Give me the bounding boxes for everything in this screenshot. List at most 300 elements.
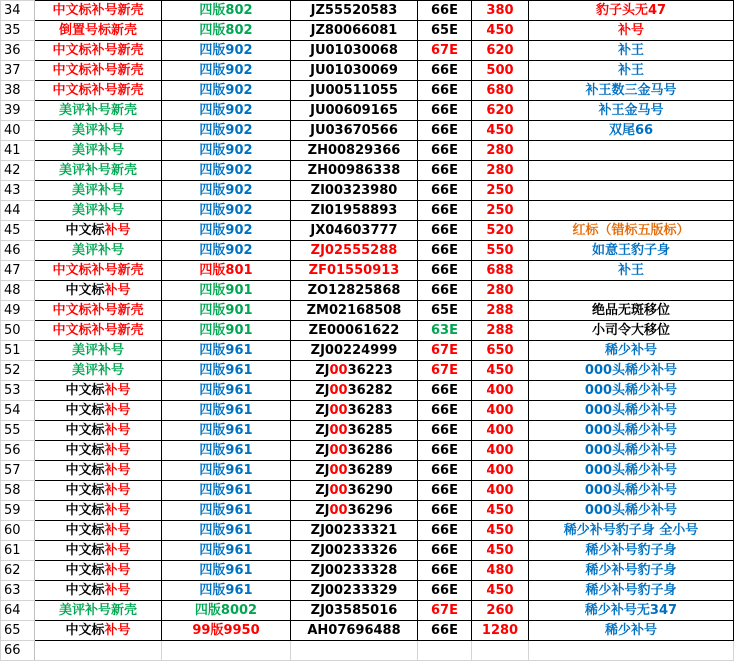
serial-cell[interactable]	[291, 101, 418, 121]
grade-cell[interactable]	[418, 361, 472, 381]
row-header[interactable]: 50	[1, 321, 35, 341]
price-cell[interactable]	[472, 61, 529, 81]
label-type-cell[interactable]	[35, 381, 162, 401]
price-cell[interactable]	[472, 361, 529, 381]
note-cell[interactable]	[529, 621, 734, 641]
note-cell[interactable]	[529, 201, 734, 221]
version-cell[interactable]	[162, 521, 291, 541]
note-cell[interactable]	[529, 1, 734, 21]
label-type-cell[interactable]	[35, 261, 162, 281]
version-cell[interactable]	[162, 501, 291, 521]
cell-text: 四版901	[199, 283, 253, 298]
price-cell[interactable]	[472, 541, 529, 561]
grid-body	[1, 1, 734, 661]
note-cell[interactable]	[529, 601, 734, 621]
label-type-cell[interactable]	[35, 281, 162, 301]
cell-text: 99版9950	[192, 623, 260, 638]
row-header[interactable]: 35	[1, 21, 35, 41]
grade-cell[interactable]	[418, 141, 472, 161]
cell-text: 中文标	[65, 583, 105, 598]
grade-cell[interactable]	[418, 241, 472, 261]
note-cell[interactable]	[529, 261, 734, 281]
serial-cell[interactable]	[291, 421, 418, 441]
price-cell[interactable]	[472, 381, 529, 401]
grade-cell[interactable]	[418, 601, 472, 621]
label-type-cell[interactable]	[35, 481, 162, 501]
note-cell[interactable]	[529, 161, 734, 181]
grade-cell[interactable]	[418, 401, 472, 421]
serial-cell[interactable]	[291, 241, 418, 261]
label-type-cell[interactable]	[35, 601, 162, 621]
serial-cell[interactable]	[291, 621, 418, 641]
cell-text: 000头稀少补号	[584, 403, 678, 418]
row-header[interactable]: 45	[1, 221, 35, 241]
serial-cell[interactable]	[291, 521, 418, 541]
cell-text: ZJ00233326	[310, 543, 398, 558]
row-header[interactable]: 53	[1, 381, 35, 401]
note-cell[interactable]	[529, 421, 734, 441]
version-cell[interactable]	[162, 21, 291, 41]
price-cell[interactable]	[472, 121, 529, 141]
grade-cell[interactable]	[418, 181, 472, 201]
serial-cell[interactable]	[291, 1, 418, 21]
cell-text: JZ80066081	[310, 23, 398, 38]
grade-cell[interactable]	[418, 461, 472, 481]
cell-text: 650	[486, 343, 514, 358]
version-cell[interactable]	[162, 281, 291, 301]
label-type-cell[interactable]	[35, 41, 162, 61]
label-type-cell[interactable]	[35, 341, 162, 361]
grade-cell[interactable]	[418, 621, 472, 641]
note-cell[interactable]	[529, 21, 734, 41]
cell-text: 中文标	[65, 223, 105, 238]
price-cell[interactable]	[472, 221, 529, 241]
note-cell[interactable]	[529, 41, 734, 61]
serial-cell[interactable]	[291, 321, 418, 341]
serial-cell[interactable]	[291, 561, 418, 581]
label-type-cell[interactable]	[35, 561, 162, 581]
cell-text: 四版902	[199, 103, 253, 118]
price-cell[interactable]	[472, 201, 529, 221]
cell-text: 000头稀少补号	[584, 363, 678, 378]
cell-text: 四版8002	[194, 603, 258, 618]
cell-text: JU01030068	[310, 43, 398, 58]
serial-cell[interactable]	[291, 61, 418, 81]
version-cell[interactable]	[162, 241, 291, 261]
row-header[interactable]: 56	[1, 441, 35, 461]
cell-text: 450	[486, 363, 514, 378]
version-cell[interactable]	[162, 541, 291, 561]
cell-text: 500	[486, 63, 514, 78]
grade-cell[interactable]	[418, 261, 472, 281]
version-cell[interactable]	[162, 321, 291, 341]
label-type-cell[interactable]	[35, 541, 162, 561]
version-cell[interactable]	[162, 601, 291, 621]
grade-cell[interactable]	[418, 61, 472, 81]
label-type-cell[interactable]	[35, 461, 162, 481]
row-header[interactable]: 63	[1, 581, 35, 601]
cell-text: 中文标	[65, 423, 105, 438]
version-cell[interactable]	[162, 481, 291, 501]
cell-text: ZJ	[315, 483, 330, 498]
cell-text: 四版902	[199, 223, 253, 238]
cell-text: 36223	[347, 363, 393, 378]
version-cell[interactable]	[162, 261, 291, 281]
version-cell[interactable]	[162, 41, 291, 61]
version-cell[interactable]	[162, 401, 291, 421]
grade-cell[interactable]	[418, 521, 472, 541]
version-cell[interactable]	[162, 621, 291, 641]
serial-cell[interactable]	[291, 141, 418, 161]
note-cell[interactable]	[529, 321, 734, 341]
cell-text: 288	[486, 323, 514, 338]
version-cell[interactable]	[162, 441, 291, 461]
table-row	[1, 141, 734, 161]
note-cell[interactable]	[529, 121, 734, 141]
note-cell[interactable]	[529, 461, 734, 481]
table-row	[1, 381, 734, 401]
grade-cell[interactable]	[418, 161, 472, 181]
cell-text: 美评补号	[71, 343, 124, 358]
note-cell[interactable]	[529, 241, 734, 261]
row-header[interactable]: 34	[1, 1, 35, 21]
version-cell[interactable]	[162, 301, 291, 321]
note-cell[interactable]	[529, 61, 734, 81]
row-header[interactable]: 38	[1, 81, 35, 101]
price-cell[interactable]	[472, 141, 529, 161]
grade-cell[interactable]	[418, 101, 472, 121]
version-cell[interactable]	[162, 461, 291, 481]
note-cell[interactable]	[529, 541, 734, 561]
price-cell[interactable]	[472, 441, 529, 461]
row-header[interactable]: 40	[1, 121, 35, 141]
empty-cell[interactable]	[162, 641, 291, 661]
cell-text: 400	[486, 403, 514, 418]
note-cell[interactable]	[529, 521, 734, 541]
cell-text: 补王金马号	[598, 103, 664, 118]
note-cell[interactable]	[529, 81, 734, 101]
cell-text: 四版961	[199, 483, 253, 498]
row-header[interactable]: 37	[1, 61, 35, 81]
label-type-cell[interactable]	[35, 61, 162, 81]
row-header[interactable]: 60	[1, 521, 35, 541]
serial-cell[interactable]	[291, 201, 418, 221]
cell-text: 36282	[347, 383, 393, 398]
grade-cell[interactable]	[418, 21, 472, 41]
serial-cell[interactable]	[291, 281, 418, 301]
cell-text: 四版961	[199, 503, 253, 518]
label-type-cell[interactable]	[35, 1, 162, 21]
cell-text: 450	[486, 23, 514, 38]
grade-cell[interactable]	[418, 321, 472, 341]
table-row	[1, 41, 734, 61]
version-cell[interactable]	[162, 201, 291, 221]
grade-cell[interactable]	[418, 81, 472, 101]
grade-cell[interactable]	[418, 481, 472, 501]
row-header[interactable]: 52	[1, 361, 35, 381]
note-cell[interactable]	[529, 501, 734, 521]
table-row	[1, 241, 734, 261]
version-cell[interactable]	[162, 381, 291, 401]
note-cell[interactable]	[529, 361, 734, 381]
price-cell[interactable]	[472, 281, 529, 301]
label-type-cell[interactable]	[35, 21, 162, 41]
price-cell[interactable]	[472, 321, 529, 341]
table-row	[1, 501, 734, 521]
serial-cell[interactable]	[291, 181, 418, 201]
label-type-cell[interactable]	[35, 81, 162, 101]
label-type-cell[interactable]	[35, 521, 162, 541]
price-cell[interactable]	[472, 481, 529, 501]
label-type-cell[interactable]	[35, 301, 162, 321]
version-cell[interactable]	[162, 561, 291, 581]
serial-cell[interactable]	[291, 261, 418, 281]
note-cell[interactable]	[529, 481, 734, 501]
label-type-cell[interactable]	[35, 581, 162, 601]
serial-cell[interactable]	[291, 21, 418, 41]
price-cell[interactable]	[472, 161, 529, 181]
price-cell[interactable]	[472, 421, 529, 441]
table-row	[1, 321, 734, 341]
table-row	[1, 361, 734, 381]
row-header[interactable]: 58	[1, 481, 35, 501]
serial-cell[interactable]	[291, 601, 418, 621]
table-row	[1, 561, 734, 581]
cell-text: 小司令大移位	[591, 323, 670, 338]
empty-cell[interactable]	[529, 641, 734, 661]
cell-text: 中文标补号新壳	[52, 323, 144, 338]
note-cell[interactable]	[529, 561, 734, 581]
price-cell[interactable]	[472, 521, 529, 541]
note-cell[interactable]	[529, 301, 734, 321]
serial-cell[interactable]	[291, 221, 418, 241]
empty-cell[interactable]	[291, 641, 418, 661]
cell-text: 250	[486, 183, 514, 198]
grade-cell[interactable]	[418, 281, 472, 301]
cell-text: 66E	[431, 503, 458, 518]
serial-cell[interactable]	[291, 121, 418, 141]
label-type-cell[interactable]	[35, 421, 162, 441]
grade-cell[interactable]	[418, 341, 472, 361]
serial-cell[interactable]	[291, 161, 418, 181]
version-cell[interactable]	[162, 61, 291, 81]
row-header[interactable]: 57	[1, 461, 35, 481]
serial-cell[interactable]	[291, 581, 418, 601]
cell-text: 中文标补号新壳	[52, 63, 144, 78]
cell-text: 688	[486, 263, 514, 278]
cell-text: 280	[486, 163, 514, 178]
version-cell[interactable]	[162, 1, 291, 21]
price-cell[interactable]	[472, 301, 529, 321]
price-cell[interactable]	[472, 341, 529, 361]
empty-cell[interactable]	[35, 641, 162, 661]
row-header[interactable]: 42	[1, 161, 35, 181]
serial-cell[interactable]	[291, 381, 418, 401]
cell-text: 66E	[431, 523, 458, 538]
version-cell[interactable]	[162, 101, 291, 121]
version-cell[interactable]	[162, 81, 291, 101]
serial-cell[interactable]	[291, 301, 418, 321]
grade-cell[interactable]	[418, 221, 472, 241]
serial-cell[interactable]	[291, 461, 418, 481]
cell-text: 36283	[347, 403, 393, 418]
label-type-cell[interactable]	[35, 441, 162, 461]
note-cell[interactable]	[529, 401, 734, 421]
grade-cell[interactable]	[418, 1, 472, 21]
version-cell[interactable]	[162, 341, 291, 361]
label-type-cell[interactable]	[35, 321, 162, 341]
serial-cell[interactable]	[291, 441, 418, 461]
row-header[interactable]: 36	[1, 41, 35, 61]
cell-text: 四版902	[199, 183, 253, 198]
row-header[interactable]: 64	[1, 601, 35, 621]
price-cell[interactable]	[472, 1, 529, 21]
cell-text: 67E	[431, 363, 458, 378]
row-header[interactable]: 43	[1, 181, 35, 201]
label-type-cell[interactable]	[35, 181, 162, 201]
row-header[interactable]: 49	[1, 301, 35, 321]
note-cell[interactable]	[529, 441, 734, 461]
cell-text: 稀少补号豹子身 全小号	[563, 523, 699, 538]
cell-text: 66E	[431, 383, 458, 398]
version-cell[interactable]	[162, 141, 291, 161]
price-cell[interactable]	[472, 561, 529, 581]
serial-cell[interactable]	[291, 481, 418, 501]
serial-cell[interactable]	[291, 361, 418, 381]
serial-cell[interactable]	[291, 401, 418, 421]
label-type-cell[interactable]	[35, 241, 162, 261]
row-header[interactable]: 39	[1, 101, 35, 121]
serial-cell[interactable]	[291, 341, 418, 361]
cell-text: 00	[329, 483, 348, 498]
grade-cell[interactable]	[418, 41, 472, 61]
cell-text: 绝品无斑移位	[591, 303, 670, 318]
row-header[interactable]: 59	[1, 501, 35, 521]
grade-cell[interactable]	[418, 561, 472, 581]
version-cell[interactable]	[162, 181, 291, 201]
note-cell[interactable]	[529, 181, 734, 201]
price-cell[interactable]	[472, 181, 529, 201]
note-cell[interactable]	[529, 281, 734, 301]
grade-cell[interactable]	[418, 381, 472, 401]
price-cell[interactable]	[472, 501, 529, 521]
label-type-cell[interactable]	[35, 161, 162, 181]
grade-cell[interactable]	[418, 501, 472, 521]
table-row	[1, 341, 734, 361]
row-header[interactable]: 66	[1, 641, 35, 661]
serial-cell[interactable]	[291, 541, 418, 561]
cell-text: 66E	[431, 263, 458, 278]
row-header[interactable]: 55	[1, 421, 35, 441]
label-type-cell[interactable]	[35, 501, 162, 521]
price-cell[interactable]	[472, 401, 529, 421]
price-cell[interactable]	[472, 81, 529, 101]
row-header[interactable]: 61	[1, 541, 35, 561]
serial-cell[interactable]	[291, 41, 418, 61]
row-header[interactable]: 46	[1, 241, 35, 261]
cell-text: 四版802	[199, 3, 253, 18]
price-cell[interactable]	[472, 461, 529, 481]
grade-cell[interactable]	[418, 441, 472, 461]
price-cell[interactable]	[472, 41, 529, 61]
serial-cell[interactable]	[291, 81, 418, 101]
row-header[interactable]: 62	[1, 561, 35, 581]
price-cell[interactable]	[472, 241, 529, 261]
price-cell[interactable]	[472, 261, 529, 281]
label-type-cell[interactable]	[35, 121, 162, 141]
label-type-cell[interactable]	[35, 141, 162, 161]
cell-text: 补号	[104, 403, 131, 418]
version-cell[interactable]	[162, 221, 291, 241]
label-type-cell[interactable]	[35, 361, 162, 381]
cell-text: 补号	[104, 543, 131, 558]
label-type-cell[interactable]	[35, 101, 162, 121]
cell-text: 四版802	[199, 23, 253, 38]
empty-cell[interactable]	[418, 641, 472, 661]
note-cell[interactable]	[529, 101, 734, 121]
version-cell[interactable]	[162, 361, 291, 381]
cell-text: 四版961	[199, 363, 253, 378]
row-header[interactable]: 44	[1, 201, 35, 221]
cell-text: 66E	[431, 123, 458, 138]
version-cell[interactable]	[162, 581, 291, 601]
cell-text: 00	[329, 443, 348, 458]
note-cell[interactable]	[529, 141, 734, 161]
cell-text: ZE00061622	[308, 323, 400, 338]
grade-cell[interactable]	[418, 581, 472, 601]
label-type-cell[interactable]	[35, 401, 162, 421]
table-row	[1, 441, 734, 461]
row-header[interactable]: 47	[1, 261, 35, 281]
version-cell[interactable]	[162, 421, 291, 441]
version-cell[interactable]	[162, 161, 291, 181]
note-cell[interactable]	[529, 341, 734, 361]
table-row	[1, 101, 734, 121]
row-header[interactable]: 54	[1, 401, 35, 421]
grade-cell[interactable]	[418, 421, 472, 441]
label-type-cell[interactable]	[35, 221, 162, 241]
grade-cell[interactable]	[418, 301, 472, 321]
note-cell[interactable]	[529, 221, 734, 241]
empty-cell[interactable]	[472, 641, 529, 661]
price-cell[interactable]	[472, 581, 529, 601]
label-type-cell[interactable]	[35, 621, 162, 641]
label-type-cell[interactable]	[35, 201, 162, 221]
grade-cell[interactable]	[418, 201, 472, 221]
cell-text: 美评补号新壳	[58, 603, 137, 618]
note-cell[interactable]	[529, 581, 734, 601]
note-cell[interactable]	[529, 381, 734, 401]
version-cell[interactable]	[162, 121, 291, 141]
price-cell[interactable]	[472, 601, 529, 621]
cell-text: ZI01958893	[310, 203, 398, 218]
row-header[interactable]: 51	[1, 341, 35, 361]
row-header[interactable]: 48	[1, 281, 35, 301]
grade-cell[interactable]	[418, 121, 472, 141]
price-cell[interactable]	[472, 621, 529, 641]
serial-cell[interactable]	[291, 501, 418, 521]
row-header[interactable]: 65	[1, 621, 35, 641]
cell-text: 四版961	[199, 383, 253, 398]
row-header[interactable]: 41	[1, 141, 35, 161]
cell-text: 000头稀少补号	[584, 443, 678, 458]
price-cell[interactable]	[472, 101, 529, 121]
table-row	[1, 121, 734, 141]
grade-cell[interactable]	[418, 541, 472, 561]
cell-text: 380	[486, 3, 514, 18]
price-cell[interactable]	[472, 21, 529, 41]
cell-text: ZJ	[315, 363, 330, 378]
